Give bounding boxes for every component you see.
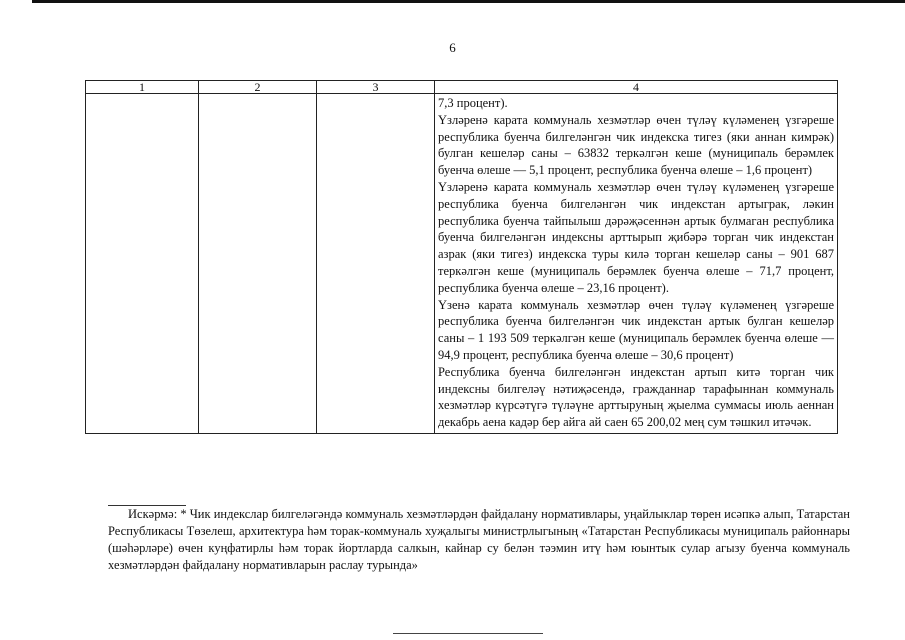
footnote [108,506,850,574]
col4-paragraph: 7,3 процент). [438,96,508,110]
table-row [86,94,838,434]
header-col-3: 3 [317,81,435,94]
cell-col-3 [317,94,435,434]
bottom-line [393,633,543,634]
col4-paragraph: Үзләренә карата коммуналь хезмәтләр өчен түләү күләменең үзгәреше республика буенча билгеләнгән чик индекска тигез (яки аннан кимрәк) булган кешеләр саны – 63832 теркәлгән кеше (муниципаль берәмлек буенча өлеше — 5,1 процент, республика буенча өлеше – 1,6 процент) [438,112,834,178]
col4-paragraph: Республика буенча билгеләнгән индекстан артып китә торган чик индексны билгеләү нәтиҗәсендә, гражданнар тарафыннан коммуналь хезмәтләр күрсәтүгә түләүне арттыруның җыелма суммасы июль аеннан декабрь аена кадәр бер айга ай саен 65 200,02 мең сум тәшкил итәчәк. [438,364,834,430]
header-col-1: 1 [86,81,199,94]
cell-col-1 [86,94,199,434]
data-table [85,80,838,434]
col4-paragraph: Үзләренә карата коммуналь хезмәтләр өчен түләү күләменең үзгәреше республика буенча билгеләнгән чик индекстан артыграк, ләкин республика буенча тайпылыш дәрәҗәсеннән артык булмаган республика буенча билгеләнгән индексны арттырып җибәрә торган чик индекстан азрак (яки тигез) индекска туры килә торган кешеләр саны – 901 687 теркәлгән кеше (муниципаль берәмлек буенча өлеше – 71,7 процент, республика буенча өлеше – 23,16 процент). [438,179,834,295]
header-col-4: 4 [435,81,838,94]
cell-col-4 [435,94,838,434]
top-border-line [32,0,905,3]
header-col-2: 2 [199,81,317,94]
table-header-row [86,81,838,94]
page-number: 6 [449,40,456,55]
footnote-text: Искәрмә: * Чик индекслар билгеләгәндә коммуналь хезмәтләрдән файдалану нормативлары, уңайлыклар төрен исәпкә алып, Татарстан Республикасы Төзелеш, архитектура һәм торак-коммуналь хуҗалыгы министрлыгының «Татарстан Республикасы муниципаль районнары (шәһәрләре) өчен куңфатирлы һәм торак йортларда салкын, кайнар су белән тәэмин итү һәм юынтык сулар агызу буенча коммуналь хезмәтләрдән файдалану нормативларын раслау турында» [108,507,850,572]
cell-col-2 [199,94,317,434]
col4-paragraph: Үзенә карата коммуналь хезмәтләр өчен түләү күләменең үзгәреше республика буенча билгеләнгән чик индекстан артык булган кешеләр саны – 1 193 509 теркәлгән кеше (муниципаль берәмлек буенча өлеше — 94,9 процент, республика буенча өлеше – 30,6 процент) [438,297,834,362]
